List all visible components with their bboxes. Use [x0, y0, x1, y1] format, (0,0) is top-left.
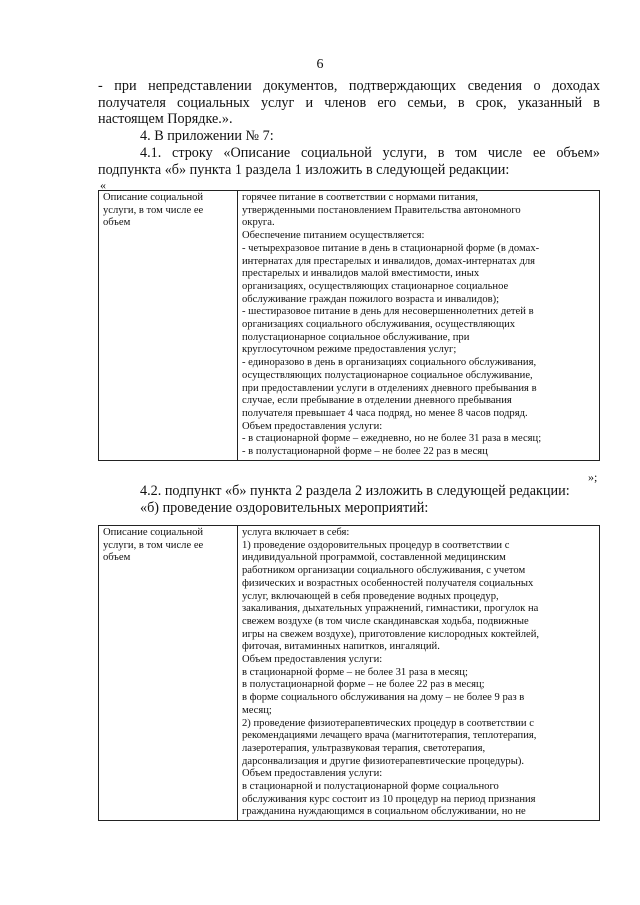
- content-line: круглосуточном режиме предоставления услуг;: [242, 344, 457, 356]
- label-line: Описание социальной: [103, 527, 204, 538]
- content-line: престарелых и инвалидов малой вместимости, иных: [242, 268, 480, 280]
- content-line: утвержденными постановлением Правительства автономного: [242, 204, 521, 216]
- content-line: случае, если пребывание в отделении дневного пребывания: [242, 395, 512, 407]
- content-line: индивидуальной программой, составленной медицинским: [242, 552, 506, 564]
- content-line: лазеротерапия, ультразвуковая терапия, светотерапия,: [242, 742, 486, 754]
- label-line: объем: [103, 217, 131, 229]
- content-line: - в полустационарной форме – не более 22 раз в месяц: [242, 446, 488, 458]
- content-line: получателя превышает 4 часа подряд, но менее 8 часов подряд.: [242, 407, 528, 419]
- content-line: Объем предоставления услуги:: [242, 654, 383, 666]
- content-line: 1) проведение оздоровительных процедур в соответствии с: [242, 539, 510, 551]
- label-line: Описание социальной: [103, 192, 204, 203]
- item-4-heading: 4. В приложении № 7:: [140, 128, 274, 144]
- content-line: 2) проведение физиотерапевтических процедур в соответствии с: [242, 717, 534, 729]
- content-line: - четырехразовое питание в день в стационарной форме (в домах-: [242, 242, 540, 254]
- content-line: обслуживания курс состоит из 10 процедур на период признания: [242, 793, 536, 805]
- content-line: горячее питание в соответствии с нормами питания,: [242, 192, 479, 203]
- content-line: в форме социального обслуживания на дому – не более 9 раз в: [242, 692, 525, 704]
- item-4-2-paragraph: [98, 483, 600, 516]
- item-4-1-line-2: подпункта «б» пункта 1 раздела 1 изложить в следующей редакции:: [98, 161, 510, 178]
- item-4-1-paragraph: [98, 145, 600, 178]
- item-4-2-line-1: 4.2. подпункт «б» пункта 2 раздела 2 изложить в следующей редакции:: [140, 483, 570, 499]
- content-line: Объем предоставления услуги:: [242, 768, 383, 780]
- content-line: - в стационарной форме – ежедневно, но не более 31 раза в месяц;: [242, 433, 542, 445]
- table-content-cell: [238, 526, 600, 821]
- content-line: полустационарное социальное обслуживание, при: [242, 331, 470, 343]
- label-line: услуги, в том числе ее: [103, 539, 204, 551]
- content-line: гражданина нуждающимся в социальном обслуживании, но не: [242, 806, 526, 818]
- content-line: - единоразово в день в организациях социального обслуживания,: [242, 357, 537, 369]
- content-line: округа.: [242, 217, 275, 229]
- table-label-cell: [99, 526, 238, 821]
- content-line: обслуживание граждан пожилого возраста и инвалидов);: [242, 293, 500, 305]
- spec-table-food: [98, 190, 600, 461]
- table-row: [99, 526, 600, 821]
- content-line: услуг, включающей в себя проведение водных процедур,: [242, 590, 499, 602]
- content-line: в стационарной и полустационарной форме социального: [242, 781, 499, 793]
- table-row: [99, 191, 600, 461]
- item-4-2-line-2: «б) проведение оздоровительных мероприятий:: [140, 499, 429, 516]
- content-line: в полустационарной форме – не более 22 раз в месяц;: [242, 679, 485, 691]
- content-line: при предоставлении услуги в отделениях дневного пребывания в: [242, 382, 537, 394]
- content-line: - шестиразовое питание в день для несовершеннолетних детей в: [242, 306, 534, 318]
- content-line: организациях социального обслуживания, осуществляющих: [242, 319, 516, 331]
- content-line: услуга включает в себя:: [242, 527, 350, 538]
- intro-last-line: настоящем Порядке.».: [98, 111, 233, 128]
- item-4-1-line-1: 4.1. строку «Описание социальной услуги, в том числе ее объем»: [140, 145, 600, 161]
- close-quote: »;: [588, 470, 598, 484]
- content-line: Объем предоставления услуги:: [242, 420, 383, 432]
- intro-line-1: - при непредставлении документов, подтверждающих сведения о доходах: [98, 78, 600, 94]
- content-line: фиточая, витаминных напитков, ингаляций.: [242, 641, 440, 653]
- content-line: дарсонвализация и другие физиотерапевтические процедуры).: [242, 755, 525, 767]
- content-line: организациях, осуществляющих стационарное социальное: [242, 280, 509, 292]
- open-quote: «: [100, 178, 106, 192]
- content-line: осуществляющих полустационарное социальное обслуживание,: [242, 369, 533, 381]
- content-line: работником организации социального обслуживания, с учетом: [242, 565, 526, 577]
- content-line: интернатах для престарелых и инвалидов, домах-интернатах для: [242, 255, 536, 267]
- content-line: Обеспечение питанием осуществляется:: [242, 230, 425, 242]
- content-line: рекомендациями лечащего врача (магнитотерапия, теплотерапия,: [242, 730, 537, 742]
- label-line: услуги, в том числе ее: [103, 204, 204, 216]
- intro-paragraph: [98, 78, 600, 128]
- content-line: игры на свежем воздухе), приготовление кислородных коктейлей,: [242, 628, 540, 640]
- intro-line-2: получателя социальных услуг и членов его семьи, в срок, указанный в: [98, 94, 600, 111]
- content-line: в стационарной форме – не более 31 раза в месяц;: [242, 666, 468, 678]
- content-line: физических и возрастных особенностей получателя социальных: [242, 577, 534, 589]
- spec-table-health: [98, 525, 600, 821]
- label-line: объем: [103, 552, 131, 564]
- table-content-cell: [238, 191, 600, 461]
- table-label-cell: [99, 191, 238, 461]
- content-line: свежем воздухе (в том числе скандинавская ходьба, подвижные: [242, 615, 529, 627]
- content-line: закаливания, дыхательных упражнений, гимнастики, прогулок на: [242, 603, 539, 615]
- content-line: месяц;: [242, 704, 272, 716]
- page-number: 6: [316, 57, 324, 72]
